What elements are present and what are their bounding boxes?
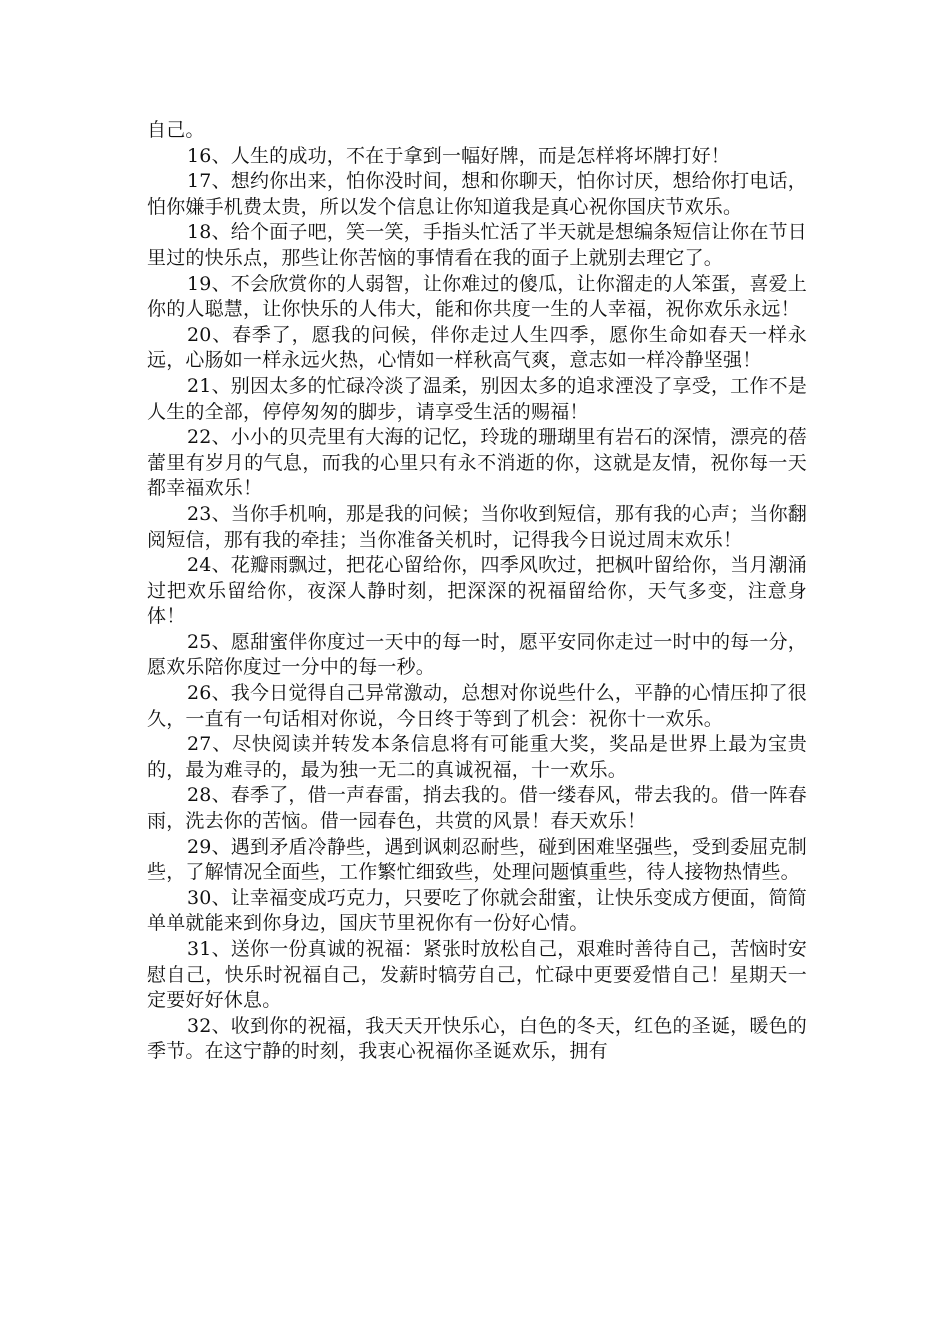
paragraph-26: 26、我今日觉得自己异常激动，总想对你说些什么，平静的心情压抑了很久，一直有一句话相对你说，今日终于等到了机会：祝你十一欢乐。: [147, 682, 807, 730]
paragraph-17: 17、想约你出来，怕你没时间，想和你聊天，怕你讨厌，想给你打电话，怕你嫌手机费太贵，所以发个信息让你知道我是真心祝你国庆节欢乐。: [147, 170, 807, 218]
paragraph-16: 16、人生的成功，不在于拿到一幅好牌，而是怎样将坏牌打好！: [187, 144, 730, 167]
paragraph-28: 28、春季了，借一声春雷，捎去我的。借一缕春风，带去我的。借一阵春雨，洗去你的苦恼。借一园春色，共赏的风景！春天欢乐！: [147, 784, 807, 833]
paragraph-19: 19、不会欣赏你的人弱智，让你难过的傻瓜，让你溜走的人笨蛋，喜爱上你的人聪慧，让你快乐的人伟大，能和你共度一生的人幸福，祝你欢乐永远！: [147, 272, 807, 321]
paragraph-18: 18、给个面子吧，笑一笑，手指头忙活了半天就是想编条短信让你在节日里过的快乐点，那些让你苦恼的事情看在我的面子上就别去理它了。: [147, 221, 807, 269]
paragraph-24: 24、花瓣雨飘过，把花心留给你，四季风吹过，把枫叶留给你，当月潮涌过把欢乐留给你，夜深人静时刻，把深深的祝福留给你，天气多变，注意身体！: [147, 554, 807, 628]
paragraph-continuation: 自己。: [147, 119, 205, 141]
paragraph-25: 25、愿甜蜜伴你度过一天中的每一时，愿平安同你走过一时中的每一分，愿欢乐陪你度过一分中的每一秒。: [147, 630, 807, 679]
paragraph-32: 32、收到你的祝福，我天天开快乐心，白色的冬天，红色的圣诞，暖色的季节。在这宁静的时刻，我衷心祝福你圣诞欢乐，拥有: [147, 1014, 807, 1063]
paragraph-20: 20、春季了，愿我的问候，伴你走过人生四季，愿你生命如春天一样永远，心肠如一样永远火热，心情如一样秋高气爽，意志如一样冷静坚强！: [147, 323, 807, 372]
paragraph-21: 21、别因太多的忙碌冷淡了温柔，别因太多的追求湮没了享受，工作不是人生的全部，停停匆匆的脚步，请享受生活的赐福！: [147, 374, 807, 423]
paragraph-22: 22、小小的贝壳里有大海的记忆，玲珑的珊瑚里有岩石的深情，漂亮的蓓蕾里有岁月的气息，而我的心里只有永不消逝的你，这就是友情，祝你每一天都幸福欢乐！: [147, 426, 807, 500]
paragraph-27: 27、尽快阅读并转发本条信息将有可能重大奖，奖品是世界上最为宝贵的，最为难寻的，最为独一无二的真诚祝福，十一欢乐。: [147, 733, 807, 781]
paragraph-23: 23、当你手机响，那是我的问候；当你收到短信，那有我的心声；当你翻阅短信，那有我的牵挂；当你准备关机时，记得我今日说过周末欢乐！: [147, 502, 807, 551]
document-body: [147, 118, 807, 1065]
paragraph-29: 29、遇到矛盾冷静些，遇到讽刺忍耐些，碰到困难坚强些，受到委屈克制些，了解情况全面些，工作繁忙细致些，处理问题慎重些，待人接物热情些。: [147, 835, 807, 884]
paragraph-31: 31、送你一份真诚的祝福：紧张时放松自己，艰难时善待自己，苦恼时安慰自己，快乐时祝福自己，发薪时犒劳自己，忙碌中更要爱惜自己！星期天一定要好好休息。: [147, 938, 807, 1012]
paragraph-30: 30、让幸福变成巧克力，只要吃了你就会甜蜜，让快乐变成方便面，简简单单就能来到你身边，国庆节里祝你有一份好心情。: [147, 886, 807, 935]
